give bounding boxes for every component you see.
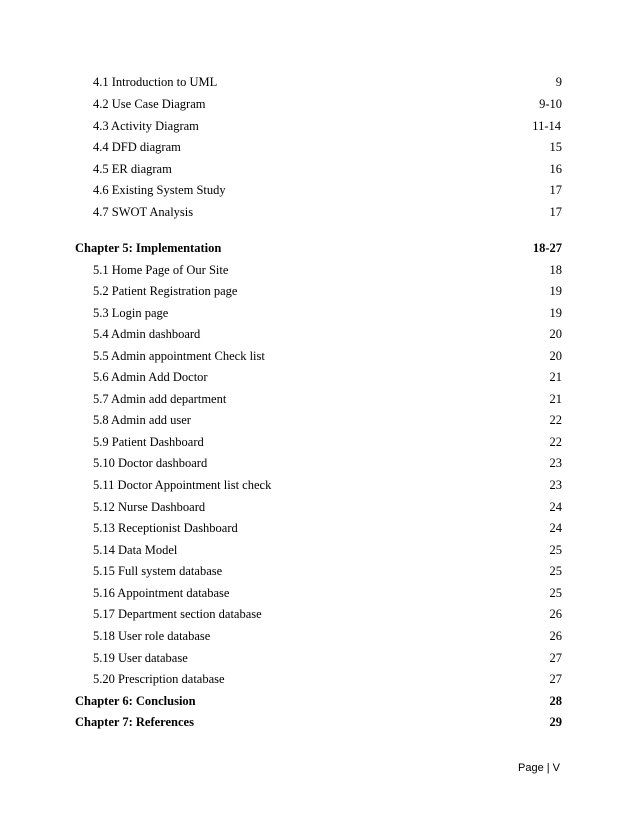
toc-entry-page: 26 [549,629,562,643]
toc-entry-label: 5.16 Appointment database [93,586,230,600]
toc-entry-label: 4.3 Activity Diagram [93,119,199,133]
toc-entry[interactable] [0,367,638,387]
toc-entry-page: 27 [549,651,562,665]
toc-entry-page: 20 [549,349,562,363]
toc-entry[interactable] [0,497,638,517]
toc-entry[interactable] [0,604,638,624]
toc-chapter-5[interactable] [0,238,638,258]
toc-entry-label: 4.5 ER diagram [93,162,172,176]
toc-entry-label: 5.2 Patient Registration page [93,284,238,298]
chapter-title: Chapter 6: Conclusion [75,694,196,708]
toc-entry-label: 5.8 Admin add user [93,413,191,427]
toc-entry[interactable] [0,626,638,646]
toc-entry-label: 5.14 Data Model [93,543,178,557]
toc-entry[interactable] [0,116,638,136]
toc-chapter-7[interactable] [0,712,638,732]
toc-entry-page: 9 [555,75,562,89]
toc-entry-label: 5.5 Admin appointment Check list [93,349,265,363]
chapter-title: Chapter 7: References [75,715,194,729]
page-number-footer: Page | V [518,762,560,774]
toc-entry-page: 21 [549,370,562,384]
toc-entry[interactable] [0,583,638,603]
toc-entry-label: 5.4 Admin dashboard [93,327,201,341]
toc-entry[interactable] [0,410,638,430]
toc-entry[interactable] [0,260,638,280]
toc-chapter-6[interactable] [0,691,638,711]
toc-entry-label: 4.2 Use Case Diagram [93,97,206,111]
toc-entry-label: 5.11 Doctor Appointment list check [93,478,272,492]
chapter-page: 18-27 [532,241,562,255]
toc-entry-label: 5.19 User database [93,651,188,665]
toc-entry-page: 22 [549,435,562,449]
toc-entry-label: 4.1 Introduction to UML [93,75,218,89]
toc-entry[interactable] [0,346,638,366]
toc-entry[interactable] [0,202,638,222]
toc-entry-page: 23 [549,456,562,470]
toc-entry-label: 5.18 User role database [93,629,211,643]
toc-entry-label: 5.6 Admin Add Doctor [93,370,208,384]
toc-entry-label: 5.13 Receptionist Dashboard [93,521,238,535]
toc-entry-label: 5.3 Login page [93,306,169,320]
toc-entry-label: 4.4 DFD diagram [93,140,181,154]
toc-entry-label: 5.9 Patient Dashboard [93,435,204,449]
toc-entry[interactable] [0,475,638,495]
toc-entry-label: 5.1 Home Page of Our Site [93,263,229,277]
toc-entry-page: 20 [549,327,562,341]
toc-entry[interactable] [0,453,638,473]
toc-entry-label: 5.17 Department section database [93,607,262,621]
chapter-title: Chapter 5: Implementation [75,241,222,255]
toc-entry-page: 25 [549,543,562,557]
toc-entry-page: 23 [549,478,562,492]
toc-entry[interactable] [0,389,638,409]
toc-entry-page: 27 [549,672,562,686]
toc-entry-page: 24 [549,500,562,514]
toc-entry[interactable] [0,72,638,92]
toc-entry[interactable] [0,159,638,179]
toc-entry[interactable] [0,281,638,301]
toc-entry-page: 17 [549,183,562,197]
toc-entry-page: 17 [549,205,562,219]
toc-entry-page: 19 [549,306,562,320]
toc-entry-page: 24 [549,521,562,535]
toc-entry-page: 22 [549,413,562,427]
toc-entry[interactable] [0,648,638,668]
toc-entry-label: 4.6 Existing System Study [93,183,226,197]
toc-entry-page: 26 [549,607,562,621]
toc-entry-page: 21 [549,392,562,406]
toc-entry[interactable] [0,669,638,689]
toc-entry[interactable] [0,324,638,344]
toc-entry-page: 9-10 [539,97,562,111]
toc-entry[interactable] [0,180,638,200]
toc-entry-page: 25 [549,586,562,600]
toc-entry[interactable] [0,518,638,538]
toc-entry-label: 5.15 Full system database [93,564,223,578]
toc-entry-page: 19 [549,284,562,298]
toc-entry-label: 5.10 Doctor dashboard [93,456,208,470]
toc-entry-page: 15 [549,140,562,154]
chapter-page: 29 [549,715,562,729]
toc-entry-label: 5.12 Nurse Dashboard [93,500,206,514]
toc-entry[interactable] [0,561,638,581]
chapter-page: 28 [549,694,562,708]
toc-entry-page: 18 [549,263,562,277]
toc-entry-label: 5.7 Admin add department [93,392,227,406]
toc-entry-label: 4.7 SWOT Analysis [93,205,194,219]
toc-entry[interactable] [0,94,638,114]
toc-entry[interactable] [0,303,638,323]
toc-entry-page: 25 [549,564,562,578]
toc-entry[interactable] [0,540,638,560]
toc-entry-label: 5.20 Prescription database [93,672,225,686]
toc-entry-page: 11-14 [532,119,561,133]
toc-entry[interactable] [0,137,638,157]
toc-entry-page: 16 [549,162,562,176]
toc-entry[interactable] [0,432,638,452]
